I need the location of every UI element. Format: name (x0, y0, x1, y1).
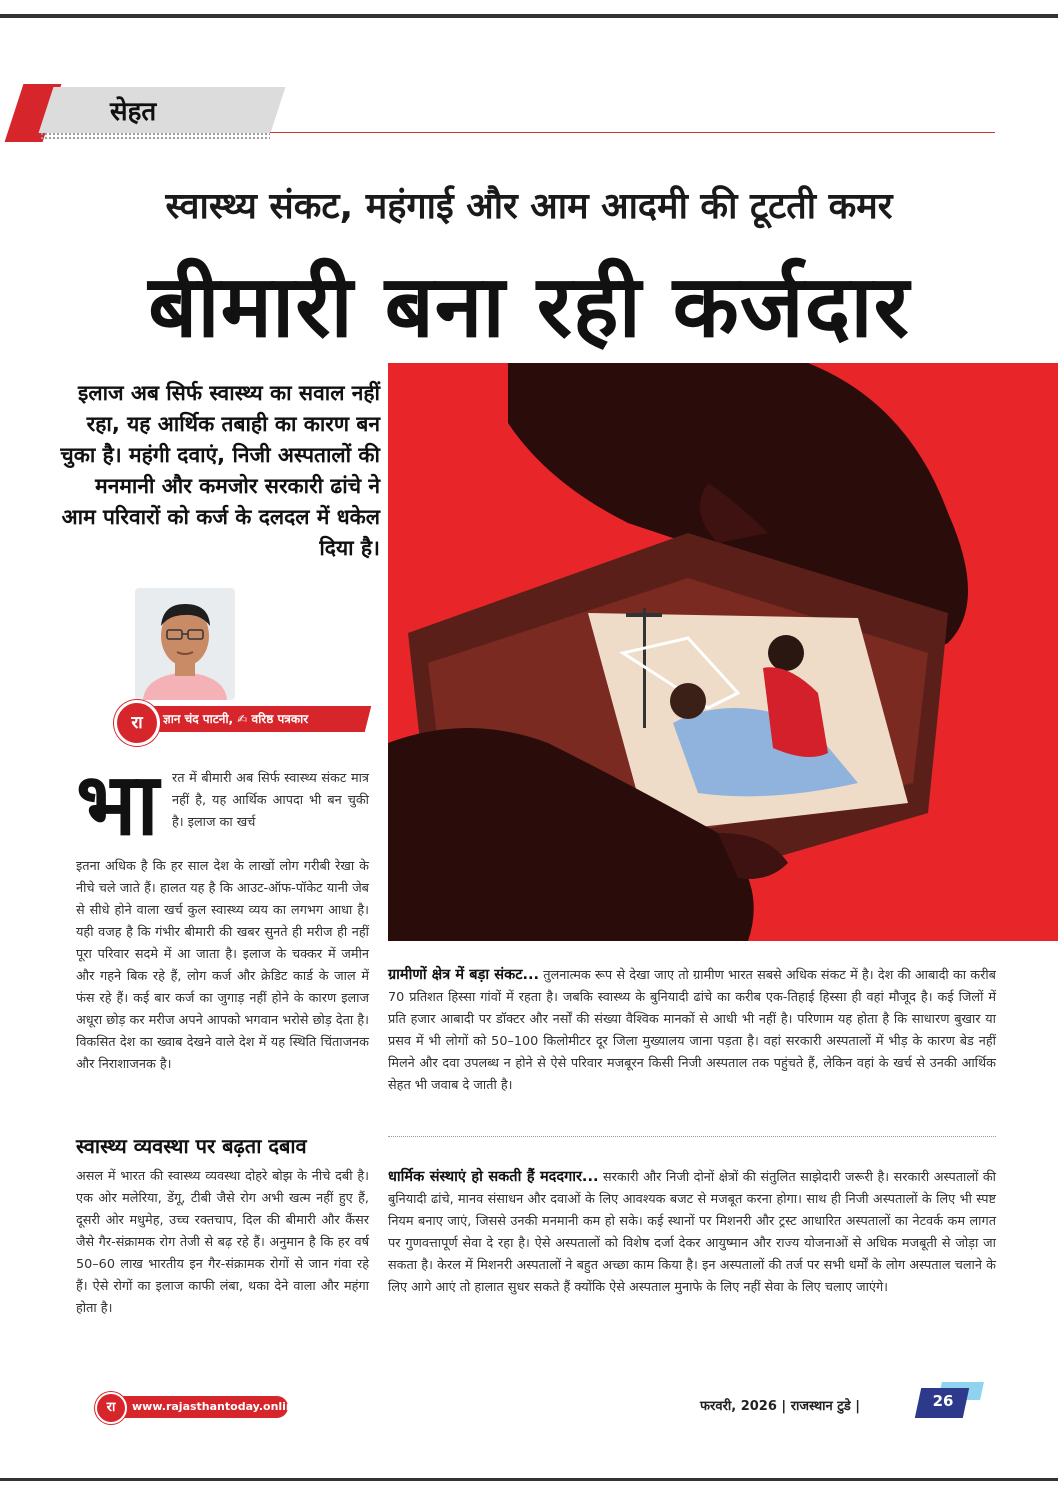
footer-logo: रा (95, 1392, 127, 1424)
bottom-rule (0, 1478, 1058, 1481)
brand-logo: रा (114, 700, 160, 746)
column-divider (388, 1136, 996, 1137)
subheadline: स्वास्थ्य संकट, महंगाई और आम आदमी की टूटती कमर (165, 186, 893, 227)
top-rule (0, 14, 1058, 18)
religious-body: सरकारी और निजी दोनों क्षेत्रों की संतुलित साझेदारी जरूरी है। सरकारी अस्पतालों की बुनियादी ढांचे, मानव संसाधन और दवाओं के लिए आवश्यक बजट से मजबूत करना होगा। साथ ही निजी अस्पतालों के लिए भी स्पष्ट नियम बनाए जाएं, जिससे उनकी मनमानी कम हो सके। कई स्थानों पर मिशनरी और ट्रस्ट आधारित अस्पतालों का नेटवर्क कम लागत पर गुणवत्तापूर्ण सेवा दे रहा है। ऐसे अस्पतालों को विशेष दर्जा देकर आयुष्मान और राज्य योजनाओं से अधिक मजबूती से जोड़ा जा सकता है। केरल में मिशनरी अस्पतालों ने बहुत अच्छा काम किया है। इन अस्पतालों की तर्ज पर सभी धर्मों के लोग अस्पताल चलाने के लिए आगे आएं तो हालात सुधर सकते हैं क्योंकि ऐसे अस्पताल मुनाफे के लिए नहीं सेवा के लिए चलाए जाएंगे। (388, 1170, 996, 1295)
religious-lead: धार्मिक संस्थाएं हो सकती हैं मददगार... (388, 1169, 599, 1185)
website-link[interactable]: www.rajasthantoday.online (118, 1396, 288, 1418)
headline: बीमारी बना रही कर्जदार (148, 257, 910, 357)
issue-date: फरवरी, 2026 | राजस्थान टुडे | (700, 1399, 861, 1414)
section-body: असल में भारत की स्वास्थ्य व्यवस्था दोहरे बोझ के नीचे दबी है। एक ओर मलेरिया, डेंगू, टीबी जैसे रोग अभी खत्म नहीं हुए हैं, दूसरी ओर मधुमेह, उच्च रक्तचाप, दिल की बीमारी और कैंसर जैसे गैर-संक्रामक रोग तेजी से बढ़ रहे हैं। अनुमान है कि हर वर्ष 50–60 लाख भारतीय इन गैर-संक्रामक रोगों से जान गंवा रहे हैं। ऐसे रोगों का इलाज काफी लंबा, थका देने वाला और महंगा होता है। (76, 1169, 369, 1316)
section-rule (270, 132, 995, 133)
drop-cap: भा (76, 755, 159, 855)
page-number: 26 (932, 1392, 954, 1410)
rural-lead: ग्रामीणों क्षेत्र में बड़ा संकट... (388, 967, 540, 983)
section-heading: स्वास्थ्य व्यवस्था पर बढ़ता दबाव (76, 1134, 307, 1158)
section-tab-dots (40, 132, 270, 140)
lead-paragraph-start: रत में बीमारी अब सिर्फ स्वास्थ्य संकट मात्र नहीं है, यह आर्थिक आपदा भी बन चुकी है। इलाज का खर्च (172, 771, 369, 830)
intro-deck: इलाज अब सिर्फ स्वास्थ्य का सवाल नहीं रहा, यह आर्थिक तबाही का कारण बन चुका है। महंगी दवाएं, निजी अस्पतालों की मनमानी और कमजोर सरकारी ढांचे ने आम परिवारों को कर्ज के दलदल में धकेल दिया है। (60, 381, 380, 560)
section-label: सेहत (110, 97, 157, 127)
rural-body: तुलनात्मक रूप से देखा जाए तो ग्रामीण भारत सबसे अधिक संकट में है। देश की आबादी का करीब 70 प्रतिशत हिस्सा गांवों में रहता है। जबकि स्वास्थ्य के बुनियादी ढांचे का करीब एक-तिहाई हिस्सा ही वहां मौजूद है। कई जिलों में प्रति हजार आबादी पर डॉक्टर और नर्सों की संख्या वैश्विक मानकों से आधी भी नहीं है। परिणाम यह होता है कि साधारण बुखार या प्रसव में भी लोगों को 50–100 किलोमीटर दूर जिला मुख्यालय जाना पड़ता है। वहां सरकारी अस्पतालों में भीड़ के कारण बेड नहीं मिलने और दवा उपलब्ध न होने से ऐसे परिवार मजबूरन किसी निजी अस्पताल तक पहुंचते हैं, लेकिन वहां के खर्च से उनकी आर्थिक सेहत भी जवाब दे जाती है। (388, 968, 996, 1093)
section-tab (39, 87, 286, 133)
author-photo (135, 588, 235, 700)
lead-paragraph: इतना अधिक है कि हर साल देश के लाखों लोग गरीबी रेखा के नीचे चले जाते हैं। हालत यह है कि आउट-ऑफ-पॉकेट यानी जेब से सीधे होने वाला खर्च कुल स्वास्थ्य व्यय का लगभग आधा है। यही वजह है कि गंभीर बीमारी की खबर सुनते ही मरीज ही नहीं पूरा परिवार सदमे में आ जाता है। इलाज के चक्कर में जमीन और गहने बिक रहे हैं, लोग कर्ज और क्रेडिट कार्ड के जाल में फंस रहे हैं। कई बार कर्ज का जुगाड़ नहीं होने के कारण इलाज अधूरा छोड़ कर मरीज अपने आपको भगवान भरोसे छोड़ देता है। विकसित देश का ख्वाब देखने वाले देश में यह स्थिति चिंताजनक और निराशाजनक है। (76, 859, 369, 1072)
rural-paragraph (388, 964, 996, 1097)
illustration (388, 363, 1058, 941)
religious-paragraph (388, 1166, 996, 1299)
author-byline: ज्ञान चंद पाटनी, ✍ वरिष्ठ पत्रकार (163, 712, 309, 726)
